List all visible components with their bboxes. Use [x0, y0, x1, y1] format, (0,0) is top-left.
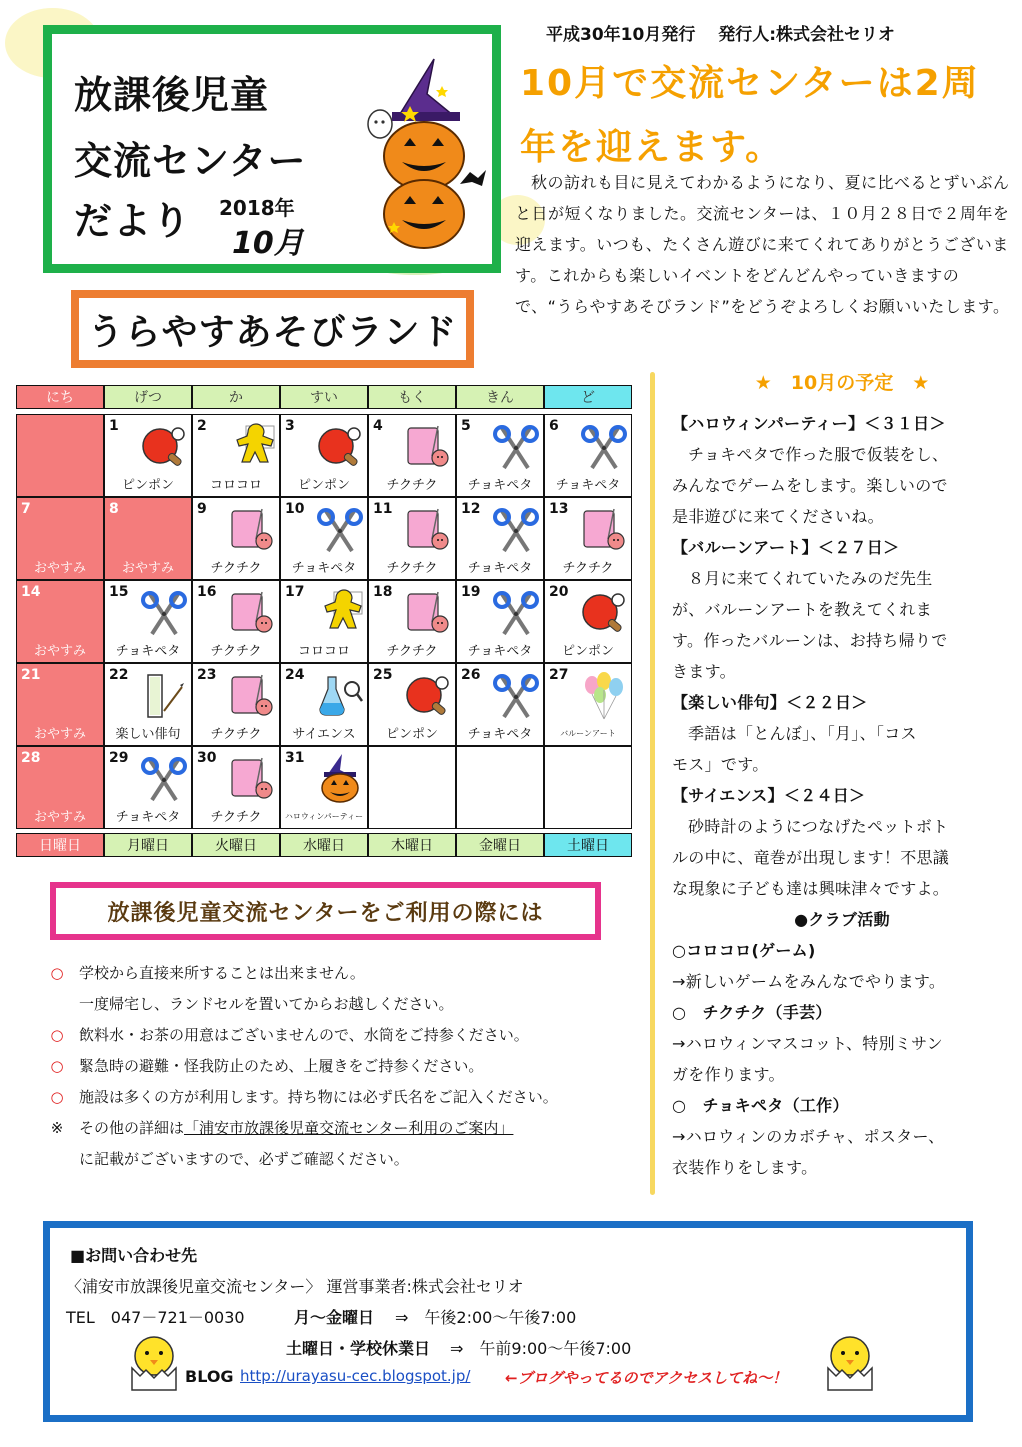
schedule-line: が、バルーンアートを教えてくれま [672, 600, 933, 619]
usage-rules [45, 958, 645, 1175]
calendar-day-label: チョキペタ [467, 644, 533, 659]
pingpong-icon [314, 422, 366, 472]
calendar-day [456, 497, 544, 580]
calendar-day [16, 663, 104, 746]
calendar-day-label: チョキペタ [467, 478, 533, 493]
calendar-day-number: 15 [109, 584, 129, 600]
calendar-day [192, 414, 280, 497]
scissors-icon [314, 505, 366, 555]
blog-label: BLOG [185, 1367, 234, 1386]
calendar-day-label: サイエンス [292, 727, 356, 742]
publisher-info: 平成30年10月発行 発行人:株式会社セリオ [546, 25, 895, 45]
calendar-day-number: 18 [373, 584, 393, 600]
sewing-icon [226, 505, 278, 555]
calendar-day [368, 497, 456, 580]
calendar-day-number: 11 [373, 501, 393, 517]
calendar-day [280, 497, 368, 580]
scissors-icon [490, 588, 542, 638]
rule-marker: ○ [50, 964, 64, 982]
title-year: 2018年 [219, 196, 295, 220]
schedule-line: ●クラブ活動 [794, 910, 890, 929]
calendar-day-label: おやすみ [121, 561, 174, 576]
schedule-line: な現象に子ども達は興味津々ですよ。 [672, 879, 950, 898]
balloon-icon [578, 671, 630, 721]
calendar-day [280, 663, 368, 746]
calendar-day [368, 663, 456, 746]
usage-rule [45, 989, 645, 1020]
calendar-footer-3: 水曜日 [280, 833, 368, 857]
calendar-footer-2: 火曜日 [192, 833, 280, 857]
schedule-line: ○コロコロ(ゲーム) [672, 941, 816, 960]
title-line-3: だより [74, 199, 192, 243]
calendar-day-label: チクチク [386, 478, 438, 493]
calendar-day-number: 23 [197, 667, 217, 683]
calendar-day-number: 16 [197, 584, 217, 600]
calendar-day-number: 7 [21, 501, 31, 517]
schedule-line: ルの中に、竜巻が出現します！不思議 [672, 848, 950, 867]
guide-reference: 「浦安市放課後児童交流センター利用のご案内」 [184, 1119, 514, 1137]
title-line-2: 交流センター [74, 139, 307, 183]
schedule-line: →ハロウィンのカボチャ、ポスター、 [672, 1127, 945, 1146]
calendar-day-number: 22 [109, 667, 129, 683]
calendar-day [280, 580, 368, 663]
scissors-icon [490, 505, 542, 555]
calendar-day-number: 1 [109, 418, 119, 434]
usage-rule [45, 1020, 645, 1051]
calendar-day-number: 21 [21, 667, 41, 683]
calendar-day [456, 580, 544, 663]
calendar-header-6: ど [544, 385, 632, 409]
usage-notice-title: 放課後児童交流センターをご利用の際には [50, 882, 601, 940]
schedule-line: 【楽しい俳句】＜２２日＞ [672, 693, 868, 712]
calendar-day-label: チクチク [210, 561, 262, 576]
scissors-icon [490, 671, 542, 721]
schedule-line: ８月に来てくれていたみのだ先生 [688, 569, 933, 588]
calendar-day-label: おやすみ [33, 810, 86, 825]
scissors-icon [138, 588, 190, 638]
calendar-day-number: 14 [21, 584, 41, 600]
contact-weekend-hours: ⇒ 午前9:00～午後7:00 [450, 1339, 632, 1358]
schedule-line: →新しいゲームをみんなでやります。 [672, 972, 946, 991]
science-icon [314, 671, 366, 721]
schedule-line: ガを作ります。 [672, 1065, 785, 1084]
calendar-day [456, 663, 544, 746]
newsletter-title-box [43, 25, 501, 273]
schedule-line: 【バルーンアート】＜２７日＞ [672, 538, 900, 557]
sewing-icon [226, 588, 278, 638]
calendar-day-label: チョキペタ [115, 644, 181, 659]
calendar-day-label: おやすみ [33, 727, 86, 742]
calendar-footer-1: 月曜日 [104, 833, 192, 857]
calendar-header-1: げつ [104, 385, 192, 409]
schedule-line: →ハロウィンマスコット、特別ミサン [672, 1034, 943, 1053]
schedule-line: みんなでゲームをします。楽しいので [672, 476, 948, 495]
calendar-day [368, 580, 456, 663]
headline: 10月で交流センターは2周年を迎えます。 [520, 63, 980, 168]
calendar-day-label: チクチク [210, 727, 262, 742]
calendar-footer-6: 土曜日 [544, 833, 632, 857]
calendar-day [368, 414, 456, 497]
usage-rule [45, 1113, 645, 1144]
calendar-day [456, 746, 544, 829]
calendar-day [104, 663, 192, 746]
rule-text: その他の詳細は [79, 1119, 185, 1137]
schedule-line: 衣装作りをします。 [672, 1158, 818, 1177]
calendar-day-label: チクチク [210, 644, 262, 659]
calendar-day [192, 497, 280, 580]
schedule-line: ○ チクチク（手芸） [672, 1003, 832, 1022]
october-calendar [16, 385, 634, 853]
contact-org: 〈浦安市放課後児童交流センター〉 運営事業者:株式会社セリオ [66, 1277, 524, 1296]
usage-rule [45, 1051, 645, 1082]
calendar-day-label: チョキペタ [467, 561, 533, 576]
asobi-land-title: うらやすあそびランド [71, 290, 474, 368]
october-schedule [672, 370, 1012, 1183]
calendar-day-label: ハロウィンパーティー [284, 812, 364, 821]
calendar-day [16, 580, 104, 663]
calendar-header-4: もく [368, 385, 456, 409]
calendar-day-label: おやすみ [33, 561, 86, 576]
calendar-day-label: チョキペタ [115, 810, 181, 825]
rule-marker: ○ [50, 1026, 64, 1044]
contact-tel: TEL 047－721－0030 [66, 1308, 245, 1327]
calendar-day-number: 3 [285, 418, 295, 434]
pingpong-icon [578, 588, 630, 638]
calendar-day-label: コロコロ [297, 644, 350, 659]
calendar-day [16, 746, 104, 829]
contact-weekend: 土曜日・学校休業日 [286, 1339, 431, 1358]
contact-weekday: 月～金曜日 [294, 1308, 375, 1327]
calendar-day-number: 9 [197, 501, 207, 517]
calendar-day-number: 28 [21, 750, 41, 766]
calendar-day-number: 25 [373, 667, 393, 683]
calendar-day [456, 414, 544, 497]
calendar-day [16, 414, 104, 497]
sewing-icon [402, 505, 454, 555]
sewing-icon [578, 505, 630, 555]
schedule-line: ○ チョキペタ（工作） [672, 1096, 849, 1115]
contact-weekday-hours: ⇒ 午後2:00～午後7:00 [395, 1308, 577, 1327]
calendar-day-number: 27 [549, 667, 569, 683]
calendar-day-number: 13 [549, 501, 569, 517]
haiku-icon [138, 671, 190, 721]
schedule-line: 【サイエンス】＜２４日＞ [672, 786, 866, 805]
pingpong-icon [402, 671, 454, 721]
halloween-pumpkin-icon [322, 54, 492, 254]
rule-text: 施設は多くの方が利用します。持ち物には必ず氏名をご記入ください。 [79, 1088, 558, 1106]
rule-text: 緊急時の避難・怪我防止のため、上履きをご持参ください。 [79, 1057, 484, 1075]
calendar-day [104, 580, 192, 663]
calendar-footer-4: 木曜日 [368, 833, 456, 857]
calendar-day [544, 414, 632, 497]
calendar-day-number: 31 [285, 750, 305, 766]
calendar-day-number: 20 [549, 584, 569, 600]
title-month: 10月 [232, 226, 304, 261]
calendar-day-label: チョキペタ [467, 727, 533, 742]
game-icon [226, 422, 278, 472]
calendar-day-number: 4 [373, 418, 383, 434]
calendar-header-3: すい [280, 385, 368, 409]
calendar-day-label: チクチク [386, 561, 438, 576]
rule-marker: ※ [50, 1119, 64, 1137]
calendar-day-label: バルーンアート [560, 729, 616, 738]
game-icon [314, 588, 366, 638]
sewing-icon [402, 588, 454, 638]
calendar-footer-5: 金曜日 [456, 833, 544, 857]
calendar-day [368, 746, 456, 829]
calendar-day [192, 580, 280, 663]
chick-left-icon [128, 1332, 180, 1394]
schedule-title: ★ 10月の予定 ★ [754, 372, 930, 394]
scissors-icon [490, 422, 542, 472]
calendar-header-5: きん [456, 385, 544, 409]
blog-message: ←ブログやってるのでアクセスしてね～！ [505, 1369, 788, 1387]
calendar-day-label: おやすみ [33, 644, 86, 659]
schedule-line: モス」です。 [672, 755, 769, 774]
schedule-line: す。作ったバルーンは、お持ち帰りで [672, 631, 948, 650]
calendar-day-label: チクチク [210, 810, 262, 825]
rule-text: に記載がございますので、必ずご確認ください。 [79, 1150, 409, 1168]
calendar-day-label: ピンポン [297, 478, 350, 493]
sewing-icon [226, 754, 278, 804]
calendar-day-label: チクチク [562, 561, 614, 576]
rule-marker: ○ [50, 1088, 64, 1106]
usage-rule [45, 1144, 645, 1175]
usage-rule [45, 958, 645, 989]
schedule-line: 【ハロウィンパーティー】＜３１日＞ [672, 414, 946, 433]
scissors-icon [578, 422, 630, 472]
rule-marker: ○ [50, 1057, 64, 1075]
calendar-day-number: 17 [285, 584, 305, 600]
calendar-day [192, 663, 280, 746]
calendar-day-label: チクチク [386, 644, 438, 659]
schedule-line: 是非遊びに来てくださいね。 [672, 507, 884, 526]
schedule-line: きます。 [672, 662, 736, 681]
column-divider [650, 372, 655, 1195]
chick-right-icon [824, 1332, 876, 1394]
title-line-1: 放課後児童 [74, 73, 270, 117]
usage-rule [45, 1082, 645, 1113]
calendar-day-number: 5 [461, 418, 471, 434]
schedule-lines [672, 408, 1012, 1183]
calendar-day-number: 29 [109, 750, 129, 766]
calendar-header-0: にち [16, 385, 104, 409]
rule-text: 学校から直接来所することは出来ません。 [79, 964, 365, 982]
calendar-header-2: か [192, 385, 280, 409]
sewing-icon [226, 671, 278, 721]
calendar-day [544, 746, 632, 829]
calendar-day-label: ピンポン [561, 644, 614, 659]
calendar-day-label: ピンポン [121, 478, 174, 493]
schedule-line: 砂時計のようにつなげたペットボト [688, 817, 949, 836]
calendar-day-number: 24 [285, 667, 305, 683]
pingpong-icon [138, 422, 190, 472]
rule-text: 一度帰宅し、ランドセルを置いてからお越しください。 [79, 995, 454, 1013]
calendar-day-number: 8 [109, 501, 119, 517]
blog-link[interactable]: http://urayasu-cec.blogspot.jp/ [240, 1367, 471, 1385]
schedule-line: チョキペタで作った服で仮装をし、 [688, 445, 949, 464]
calendar-day [16, 497, 104, 580]
calendar-day-label: チョキペタ [291, 561, 357, 576]
intro-paragraph: 秋の訪れも目に見えてわかるようになり、夏に比べるとずいぶんと日が短くなりました。交流センターは、１０月２８日で２周年を迎えます。いつも、たくさん遊びに来てくれてありがとうございます。これからも楽しいイベントをどんどんやっていきますので、“うらやすあそびランド”をどうぞよろしくお願いいたします。 [515, 173, 1010, 316]
calendar-day-number: 19 [461, 584, 481, 600]
calendar-day-label: ピンポン [385, 727, 438, 742]
calendar-day [280, 414, 368, 497]
pumpkin-icon [314, 754, 366, 804]
calendar-day [280, 746, 368, 829]
calendar-day [104, 746, 192, 829]
contact-heading: ■お問い合わせ先 [70, 1246, 198, 1265]
calendar-day-number: 26 [461, 667, 481, 683]
calendar-day-number: 30 [197, 750, 217, 766]
calendar-day-number: 6 [549, 418, 559, 434]
calendar-day [192, 746, 280, 829]
calendar-footer-0: 日曜日 [16, 833, 104, 857]
calendar-day-number: 2 [197, 418, 207, 434]
calendar-day [544, 580, 632, 663]
calendar-day-label: チョキペタ [555, 478, 621, 493]
calendar-day [544, 663, 632, 746]
calendar-day-label: 楽しい俳句 [115, 727, 181, 742]
sewing-icon [402, 422, 454, 472]
rule-text: 飲料水・お茶の用意はございませんので、水筒をご持参ください。 [79, 1026, 529, 1044]
contact-box [43, 1221, 973, 1422]
calendar-day-label: コロコロ [209, 478, 262, 493]
calendar-day-number: 12 [461, 501, 481, 517]
calendar-day-number: 10 [285, 501, 305, 517]
calendar-day [104, 414, 192, 497]
schedule-line: 季語は「とんぼ」、「月」、「コス [688, 724, 917, 743]
scissors-icon [138, 754, 190, 804]
calendar-day [104, 497, 192, 580]
calendar-day [544, 497, 632, 580]
